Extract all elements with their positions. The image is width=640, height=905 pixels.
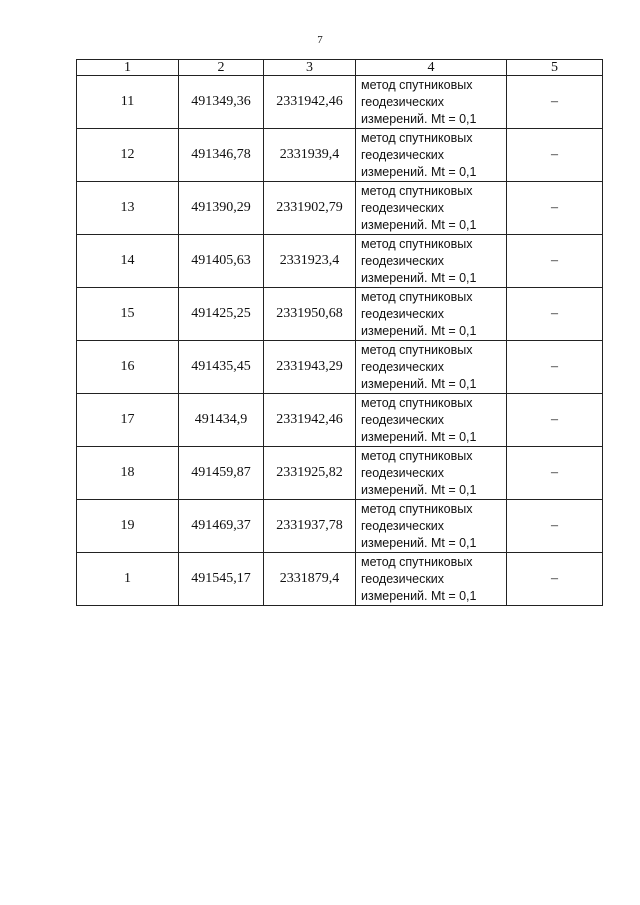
point-number-cell: 13 bbox=[77, 182, 179, 235]
column-header-5: 5 bbox=[507, 60, 603, 76]
table-row bbox=[77, 447, 603, 500]
point-number-cell: 15 bbox=[77, 288, 179, 341]
y-coordinate-cell: 2331879,4 bbox=[264, 553, 356, 606]
x-coordinate-cell: 491434,9 bbox=[179, 394, 264, 447]
x-coordinate-cell: 491469,37 bbox=[179, 500, 264, 553]
column-header-2: 2 bbox=[179, 60, 264, 76]
x-coordinate-cell: 491346,78 bbox=[179, 129, 264, 182]
point-number-cell: 12 bbox=[77, 129, 179, 182]
note-cell: – bbox=[507, 76, 603, 129]
table-header-row bbox=[77, 60, 603, 76]
note-cell: – bbox=[507, 394, 603, 447]
page-number: 7 bbox=[317, 34, 323, 46]
method-cell: метод спутниковых геодезических измерений. Mt = 0,1 bbox=[356, 447, 507, 500]
method-cell: метод спутниковых геодезических измерений. Mt = 0,1 bbox=[356, 235, 507, 288]
point-number-cell: 1 bbox=[77, 553, 179, 606]
y-coordinate-cell: 2331943,29 bbox=[264, 341, 356, 394]
y-coordinate-cell: 2331902,79 bbox=[264, 182, 356, 235]
y-coordinate-cell: 2331923,4 bbox=[264, 235, 356, 288]
y-coordinate-cell: 2331942,46 bbox=[264, 76, 356, 129]
column-header-3: 3 bbox=[264, 60, 356, 76]
point-number-cell: 17 bbox=[77, 394, 179, 447]
method-cell: метод спутниковых геодезических измерений. Mt = 0,1 bbox=[356, 500, 507, 553]
method-cell: метод спутниковых геодезических измерений. Mt = 0,1 bbox=[356, 288, 507, 341]
point-number-cell: 16 bbox=[77, 341, 179, 394]
y-coordinate-cell: 2331942,46 bbox=[264, 394, 356, 447]
x-coordinate-cell: 491390,29 bbox=[179, 182, 264, 235]
point-number-cell: 14 bbox=[77, 235, 179, 288]
table-row bbox=[77, 553, 603, 606]
method-cell: метод спутниковых геодезических измерений. Mt = 0,1 bbox=[356, 394, 507, 447]
note-cell: – bbox=[507, 288, 603, 341]
table-row bbox=[77, 76, 603, 129]
x-coordinate-cell: 491545,17 bbox=[179, 553, 264, 606]
table-row bbox=[77, 500, 603, 553]
point-number-cell: 11 bbox=[77, 76, 179, 129]
y-coordinate-cell: 2331925,82 bbox=[264, 447, 356, 500]
x-coordinate-cell: 491405,63 bbox=[179, 235, 264, 288]
note-cell: – bbox=[507, 447, 603, 500]
note-cell: – bbox=[507, 553, 603, 606]
table-row bbox=[77, 341, 603, 394]
x-coordinate-cell: 491459,87 bbox=[179, 447, 264, 500]
table-row bbox=[77, 235, 603, 288]
note-cell: – bbox=[507, 182, 603, 235]
table-row bbox=[77, 288, 603, 341]
x-coordinate-cell: 491425,25 bbox=[179, 288, 264, 341]
x-coordinate-cell: 491435,45 bbox=[179, 341, 264, 394]
method-cell: метод спутниковых геодезических измерений. Mt = 0,1 bbox=[356, 553, 507, 606]
table-row bbox=[77, 129, 603, 182]
y-coordinate-cell: 2331937,78 bbox=[264, 500, 356, 553]
y-coordinate-cell: 2331950,68 bbox=[264, 288, 356, 341]
method-cell: метод спутниковых геодезических измерений. Mt = 0,1 bbox=[356, 182, 507, 235]
point-number-cell: 19 bbox=[77, 500, 179, 553]
column-header-1: 1 bbox=[77, 60, 179, 76]
note-cell: – bbox=[507, 341, 603, 394]
point-number-cell: 18 bbox=[77, 447, 179, 500]
method-cell: метод спутниковых геодезических измерений. Mt = 0,1 bbox=[356, 76, 507, 129]
note-cell: – bbox=[507, 129, 603, 182]
note-cell: – bbox=[507, 235, 603, 288]
note-cell: – bbox=[507, 500, 603, 553]
column-header-4: 4 bbox=[356, 60, 507, 76]
table-row bbox=[77, 394, 603, 447]
method-cell: метод спутниковых геодезических измерений. Mt = 0,1 bbox=[356, 341, 507, 394]
coordinates-table bbox=[76, 59, 603, 606]
x-coordinate-cell: 491349,36 bbox=[179, 76, 264, 129]
method-cell: метод спутниковых геодезических измерений. Mt = 0,1 bbox=[356, 129, 507, 182]
table-row bbox=[77, 182, 603, 235]
y-coordinate-cell: 2331939,4 bbox=[264, 129, 356, 182]
